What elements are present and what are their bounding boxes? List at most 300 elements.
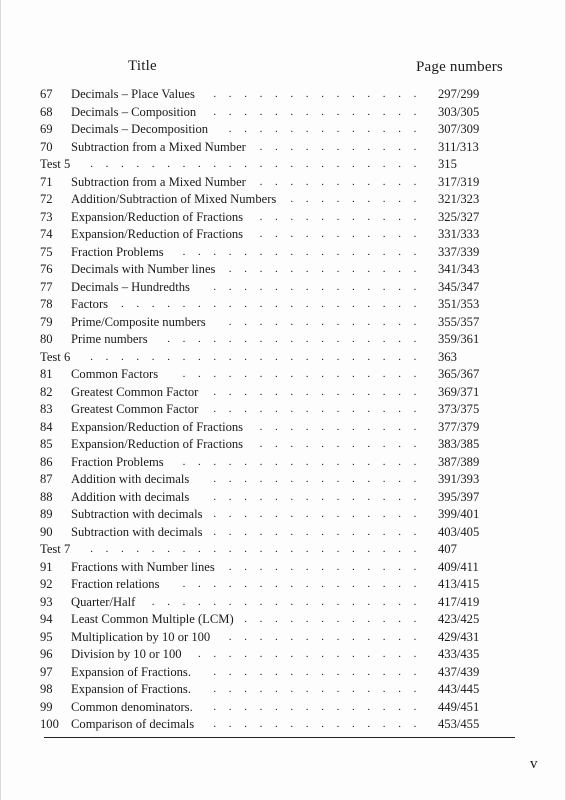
page-range: 345/347 [438, 279, 480, 294]
leader-dot: . [382, 385, 386, 398]
lesson-number: 68 [40, 104, 53, 119]
leader-dot: . [290, 420, 294, 433]
leader-dot: . [228, 368, 232, 380]
leader-dot: . [290, 105, 294, 118]
leader-dot: . [336, 245, 340, 258]
leader-dot: . [213, 88, 217, 100]
toc-row [40, 629, 510, 647]
leader-dot: . [275, 473, 278, 485]
leader-dot: . [321, 700, 324, 713]
leader-dot: . [228, 665, 232, 678]
leader-dot: . [290, 210, 294, 223]
leader-dot: . [275, 648, 278, 660]
leader-dot: . [398, 315, 401, 328]
leader-dot: . [382, 298, 386, 310]
leader-dot: . [352, 175, 355, 188]
page-range: 359/361 [438, 332, 480, 346]
leader-dot: . [290, 175, 294, 188]
leader-dot: . [244, 630, 247, 643]
leader-dot: . [105, 543, 109, 555]
leader-dot: . [336, 543, 340, 555]
leader-dot: . [352, 193, 355, 205]
leader-dot: . [398, 263, 401, 275]
lesson-number: 76 [40, 262, 53, 276]
leader-dot: . [136, 543, 140, 555]
leader-dot: . [398, 683, 401, 695]
leader-dot: . [290, 385, 294, 398]
page-range: 387/389 [438, 454, 480, 469]
leader-dot: . [367, 210, 371, 223]
leader-dot: . [198, 158, 201, 170]
toc-row [40, 489, 510, 507]
leader-dot: . [367, 543, 371, 555]
leader-dot: . [105, 350, 109, 363]
leader-dot: . [259, 175, 263, 188]
leader-dot: . [336, 560, 340, 573]
page-range: 365/367 [438, 367, 480, 381]
leader-dot: . [290, 350, 294, 363]
leader-dot: . [213, 718, 217, 730]
leader-dot: . [321, 158, 324, 170]
page-range: 383/385 [438, 437, 480, 451]
leader-dot: . [398, 718, 401, 730]
leader-dot: . [182, 455, 186, 468]
page-range: 403/405 [438, 524, 480, 539]
leader-dot: . [398, 280, 401, 293]
leader-dot: . [244, 595, 247, 608]
lesson-title: Prime numbers [71, 332, 148, 346]
leader-dot: . [290, 158, 294, 170]
leader-dot: . [121, 158, 124, 170]
page-range: 373/375 [438, 402, 480, 416]
lesson-number: 94 [40, 612, 53, 626]
leader-dot: . [167, 595, 170, 608]
toc-row [40, 191, 510, 209]
leader-dot: . [228, 105, 232, 118]
leader-dot: . [352, 315, 355, 328]
leader-dot: . [352, 158, 355, 170]
lesson-title: Division by 10 or 100 [71, 647, 182, 661]
leader-dot: . [336, 105, 340, 118]
leader-dot: . [336, 455, 340, 468]
leader-dot: . [413, 560, 417, 573]
leader-dot: . [305, 525, 309, 538]
leader-dot: . [382, 193, 386, 205]
leader-dot: . [413, 245, 417, 258]
leader-dot: . [259, 683, 263, 695]
lesson-number: 72 [40, 192, 53, 206]
leader-dot: . [259, 455, 263, 468]
leader-dot: . [413, 385, 417, 398]
leader-dot: . [213, 350, 217, 363]
lesson-title: Factors [71, 297, 109, 311]
leader-dot: . [275, 105, 278, 118]
leader-dot: . [213, 455, 217, 468]
leader-dot: . [305, 665, 309, 678]
leader-dot: . [321, 665, 324, 678]
leader-dot: . [290, 525, 294, 538]
leader-dot: . [275, 140, 278, 153]
lesson-number: 75 [40, 244, 53, 259]
leader-dot: . [244, 368, 247, 380]
leader-dot: . [228, 508, 232, 520]
leader-dot: . [305, 228, 309, 240]
leader-dot: . [244, 700, 247, 713]
lesson-title: Least Common Multiple (LCM) [71, 612, 234, 626]
lesson-number: 79 [40, 314, 53, 329]
page-range: 423/425 [438, 612, 480, 626]
leader-dot: . [352, 333, 355, 345]
leader-dot: . [367, 665, 371, 678]
leader-dot: . [259, 438, 263, 450]
leader-dot: . [290, 718, 294, 730]
leader-dot: . [321, 560, 324, 573]
leader-dot: . [352, 123, 355, 135]
leader-dot: . [336, 140, 340, 153]
page-range: 303/305 [438, 104, 480, 119]
leader-dot: . [336, 280, 340, 293]
leader-dot: . [259, 315, 263, 328]
leader-dot: . [352, 368, 355, 380]
leader-dot: . [352, 578, 355, 590]
leader-dot: . [228, 298, 232, 310]
lesson-title: Addition with decimals [71, 489, 190, 504]
leader-dot: . [413, 543, 417, 555]
page-range: 453/455 [438, 717, 480, 731]
lesson-number: 67 [40, 87, 53, 101]
leader-dot: . [259, 700, 263, 713]
leader-dot: . [321, 350, 324, 363]
leader-dot: . [182, 578, 186, 590]
leader-dot: . [213, 368, 217, 380]
leader-dot: . [198, 333, 201, 345]
leader-dot: . [367, 333, 371, 345]
leader-dot: . [213, 158, 217, 170]
page-range: 307/309 [438, 122, 480, 136]
leader-dot: . [352, 490, 355, 503]
leader-dot: . [382, 525, 386, 538]
leader-dot: . [305, 613, 309, 625]
leader-dot: . [182, 333, 186, 345]
leader-dot: . [228, 700, 232, 713]
leader-dot: . [136, 158, 140, 170]
leader-dot: . [198, 455, 201, 468]
leader-dot: . [382, 560, 386, 573]
lesson-number: 73 [40, 209, 53, 224]
leader-dot: . [182, 595, 186, 608]
leader-dot: . [213, 280, 217, 293]
leader-dot: . [336, 490, 340, 503]
lesson-number: 77 [40, 279, 53, 294]
lesson-title: Decimals – Composition [71, 104, 197, 119]
leader-dot: . [382, 613, 386, 625]
leader-dot: . [244, 490, 247, 503]
leader-dot: . [367, 700, 371, 713]
leader-dot: . [321, 140, 324, 153]
leader-dot: . [305, 700, 309, 713]
toc-row [40, 244, 510, 262]
leader-dot: . [413, 333, 417, 345]
leader-dot: . [305, 123, 309, 135]
leader-dot: . [228, 490, 232, 503]
leader-dot: . [305, 543, 309, 555]
leader-dot: . [228, 333, 232, 345]
leader-dot: . [182, 298, 186, 310]
toc-row [40, 296, 510, 314]
leader-dot: . [367, 228, 371, 240]
leader-dot: . [367, 560, 371, 573]
leader-dot: . [352, 385, 355, 398]
leader-dot: . [259, 560, 263, 573]
leader-dot: . [382, 718, 386, 730]
leader-dot: . [259, 123, 263, 135]
leader-dot: . [290, 123, 294, 135]
leader-dot: . [305, 508, 309, 520]
lesson-number: 96 [40, 647, 53, 661]
leader-dot: . [290, 298, 294, 310]
lesson-title: Decimals – Decomposition [71, 122, 209, 136]
leader-dot: . [398, 665, 401, 678]
leader-dot: . [290, 473, 294, 485]
leader-dot: . [259, 140, 263, 153]
toc-row [40, 524, 510, 542]
lesson-number: 84 [40, 419, 53, 434]
leader-dot: . [321, 123, 324, 135]
leader-dot: . [305, 245, 309, 258]
leader-dot: . [275, 613, 278, 625]
leader-dot: . [290, 578, 294, 590]
leader-dot: . [413, 700, 417, 713]
leader-dot: . [367, 648, 371, 660]
leader-dot: . [413, 88, 417, 100]
leader-dot: . [290, 333, 294, 345]
leader-dot: . [336, 648, 340, 660]
lesson-title: Decimals with Number lines [71, 262, 216, 276]
leader-dot: . [367, 473, 371, 485]
leader-dot: . [413, 648, 417, 660]
page-range: 341/343 [438, 262, 480, 276]
leader-dot: . [321, 315, 324, 328]
leader-dot: . [213, 578, 217, 590]
leader-dot: . [398, 595, 401, 608]
lesson-number: 100 [40, 717, 59, 731]
leader-dot: . [213, 403, 217, 415]
page-range: 315 [438, 157, 457, 171]
leader-dot: . [151, 350, 155, 363]
leader-dot: . [244, 543, 247, 555]
toc-row [40, 594, 510, 612]
leader-dot: . [275, 368, 278, 380]
leader-dot: . [336, 228, 340, 240]
page-range: 321/323 [438, 192, 480, 206]
leader-dot: . [290, 315, 294, 328]
leader-dot: . [305, 648, 309, 660]
leader-dot: . [121, 543, 124, 555]
test-title: Test 6 [40, 349, 71, 364]
leader-dot: . [336, 315, 340, 328]
leader-dot: . [259, 613, 263, 625]
leader-dot: . [305, 683, 309, 695]
leader-dot: . [275, 350, 278, 363]
toc-row [40, 681, 510, 699]
leader-dot: . [336, 508, 340, 520]
leader-dot: . [321, 175, 324, 188]
leader-dot: . [352, 543, 355, 555]
leader-dot: . [228, 543, 232, 555]
leader-dot: . [290, 683, 294, 695]
leader-dot: . [305, 455, 309, 468]
page-range: 363 [438, 349, 457, 364]
lesson-title: Expansion of Fractions. [71, 682, 191, 696]
leader-dot: . [136, 350, 140, 363]
leader-dot: . [382, 88, 386, 100]
leader-dot: . [321, 88, 324, 100]
leader-dot: . [352, 508, 355, 520]
leader-dot: . [275, 245, 278, 258]
leader-dot: . [305, 718, 309, 730]
leader-dot: . [244, 455, 247, 468]
leader-dot: . [259, 105, 263, 118]
leader-dot: . [413, 420, 417, 433]
lesson-title: Decimals – Place Values [71, 87, 195, 101]
leader-dot: . [259, 665, 263, 678]
leader-dot: . [244, 403, 247, 415]
leader-dot: . [398, 420, 401, 433]
leader-dot: . [290, 403, 294, 415]
lesson-title: Quarter/Half [71, 594, 136, 609]
lesson-number: 92 [40, 577, 53, 591]
lesson-title: Expansion/Reduction of Fractions [71, 437, 244, 451]
leader-dot: . [367, 280, 371, 293]
leader-dot: . [305, 438, 309, 450]
leader-dot: . [367, 578, 371, 590]
leader-dot: . [367, 613, 371, 625]
leader-dot: . [275, 315, 278, 328]
lesson-title: Addition/Subtraction of Mixed Numbers [71, 192, 277, 206]
leader-dot: . [398, 368, 401, 380]
leader-dot: . [382, 508, 386, 520]
leader-dot: . [413, 228, 417, 240]
leader-dot: . [151, 595, 155, 608]
leader-dot: . [336, 123, 340, 135]
leader-dot: . [413, 298, 417, 310]
toc-row [40, 366, 510, 384]
leader-dot: . [398, 123, 401, 135]
leader-dot: . [275, 123, 278, 135]
leader-dot: . [305, 140, 309, 153]
leader-dot: . [305, 490, 309, 503]
leader-dot: . [336, 350, 340, 363]
leader-dot: . [182, 245, 186, 258]
leader-dot: . [336, 578, 340, 590]
leader-dot: . [321, 385, 324, 398]
leader-dot: . [336, 420, 340, 433]
leader-dot: . [198, 298, 201, 310]
toc-row [40, 314, 510, 332]
leader-dot: . [259, 543, 263, 555]
leader-dot: . [336, 333, 340, 345]
toc-row [40, 384, 510, 402]
leader-dot: . [198, 543, 201, 555]
leader-dot: . [336, 263, 340, 275]
leader-dot: . [382, 683, 386, 695]
leader-dot: . [105, 158, 109, 170]
lesson-title: Comparison of decimals [71, 717, 195, 731]
leader-dot: . [382, 403, 386, 415]
page-number-roman: v [530, 756, 538, 772]
leader-dot: . [367, 193, 371, 205]
leader-dot: . [367, 403, 371, 415]
leader-dot: . [182, 543, 186, 555]
leader-dot: . [382, 455, 386, 468]
leader-dot: . [382, 245, 386, 258]
leader-dot: . [352, 263, 355, 275]
leader-dot: . [382, 333, 386, 345]
leader-dot: . [259, 280, 263, 293]
leader-dot: . [352, 88, 355, 100]
leader-dot: . [228, 158, 232, 170]
lesson-title: Greatest Common Factor [71, 402, 199, 416]
leader-dot: . [352, 683, 355, 695]
leader-dot: . [228, 578, 232, 590]
leader-dot: . [275, 630, 278, 643]
lesson-number: 89 [40, 507, 53, 521]
leader-dot: . [352, 700, 355, 713]
leader-dot: . [382, 438, 386, 450]
toc-row [40, 454, 510, 472]
leader-dot: . [321, 543, 324, 555]
page-range: 409/411 [438, 559, 479, 574]
leader-dot: . [198, 368, 201, 380]
leader-dot: . [244, 560, 247, 573]
toc-row [40, 401, 510, 419]
leader-dot: . [305, 88, 309, 100]
leader-dot: . [305, 263, 309, 275]
leader-dot: . [321, 438, 324, 450]
leader-dot: . [228, 473, 232, 485]
leader-dot: . [305, 175, 309, 188]
leader-dot: . [290, 595, 294, 608]
toc-row [40, 471, 510, 489]
leader-dot: . [275, 665, 278, 678]
leader-dot: . [413, 508, 417, 520]
leader-dot: . [290, 700, 294, 713]
leader-dot: . [290, 648, 294, 660]
toc-row [40, 209, 510, 227]
leader-dot: . [352, 350, 355, 363]
lesson-title: Common Factors [71, 367, 159, 381]
leader-dot: . [382, 368, 386, 380]
leader-dot: . [244, 333, 247, 345]
leader-dot: . [167, 333, 170, 345]
leader-dot: . [136, 298, 140, 310]
leader-dot: . [413, 123, 417, 135]
leader-dot: . [290, 455, 294, 468]
toc-row [40, 646, 510, 664]
leader-dot: . [413, 473, 417, 485]
leader-dot: . [382, 280, 386, 293]
leader-dot: . [244, 158, 247, 170]
leader-dot: . [321, 210, 324, 223]
leader-dot: . [398, 350, 401, 363]
leader-dot: . [321, 193, 324, 205]
page-range: 311/313 [438, 139, 479, 154]
lesson-number: 82 [40, 384, 53, 399]
lesson-title: Expansion of Fractions. [71, 664, 191, 679]
leader-dot: . [382, 175, 386, 188]
toc-test-row [40, 349, 510, 367]
leader-dot: . [413, 193, 417, 205]
